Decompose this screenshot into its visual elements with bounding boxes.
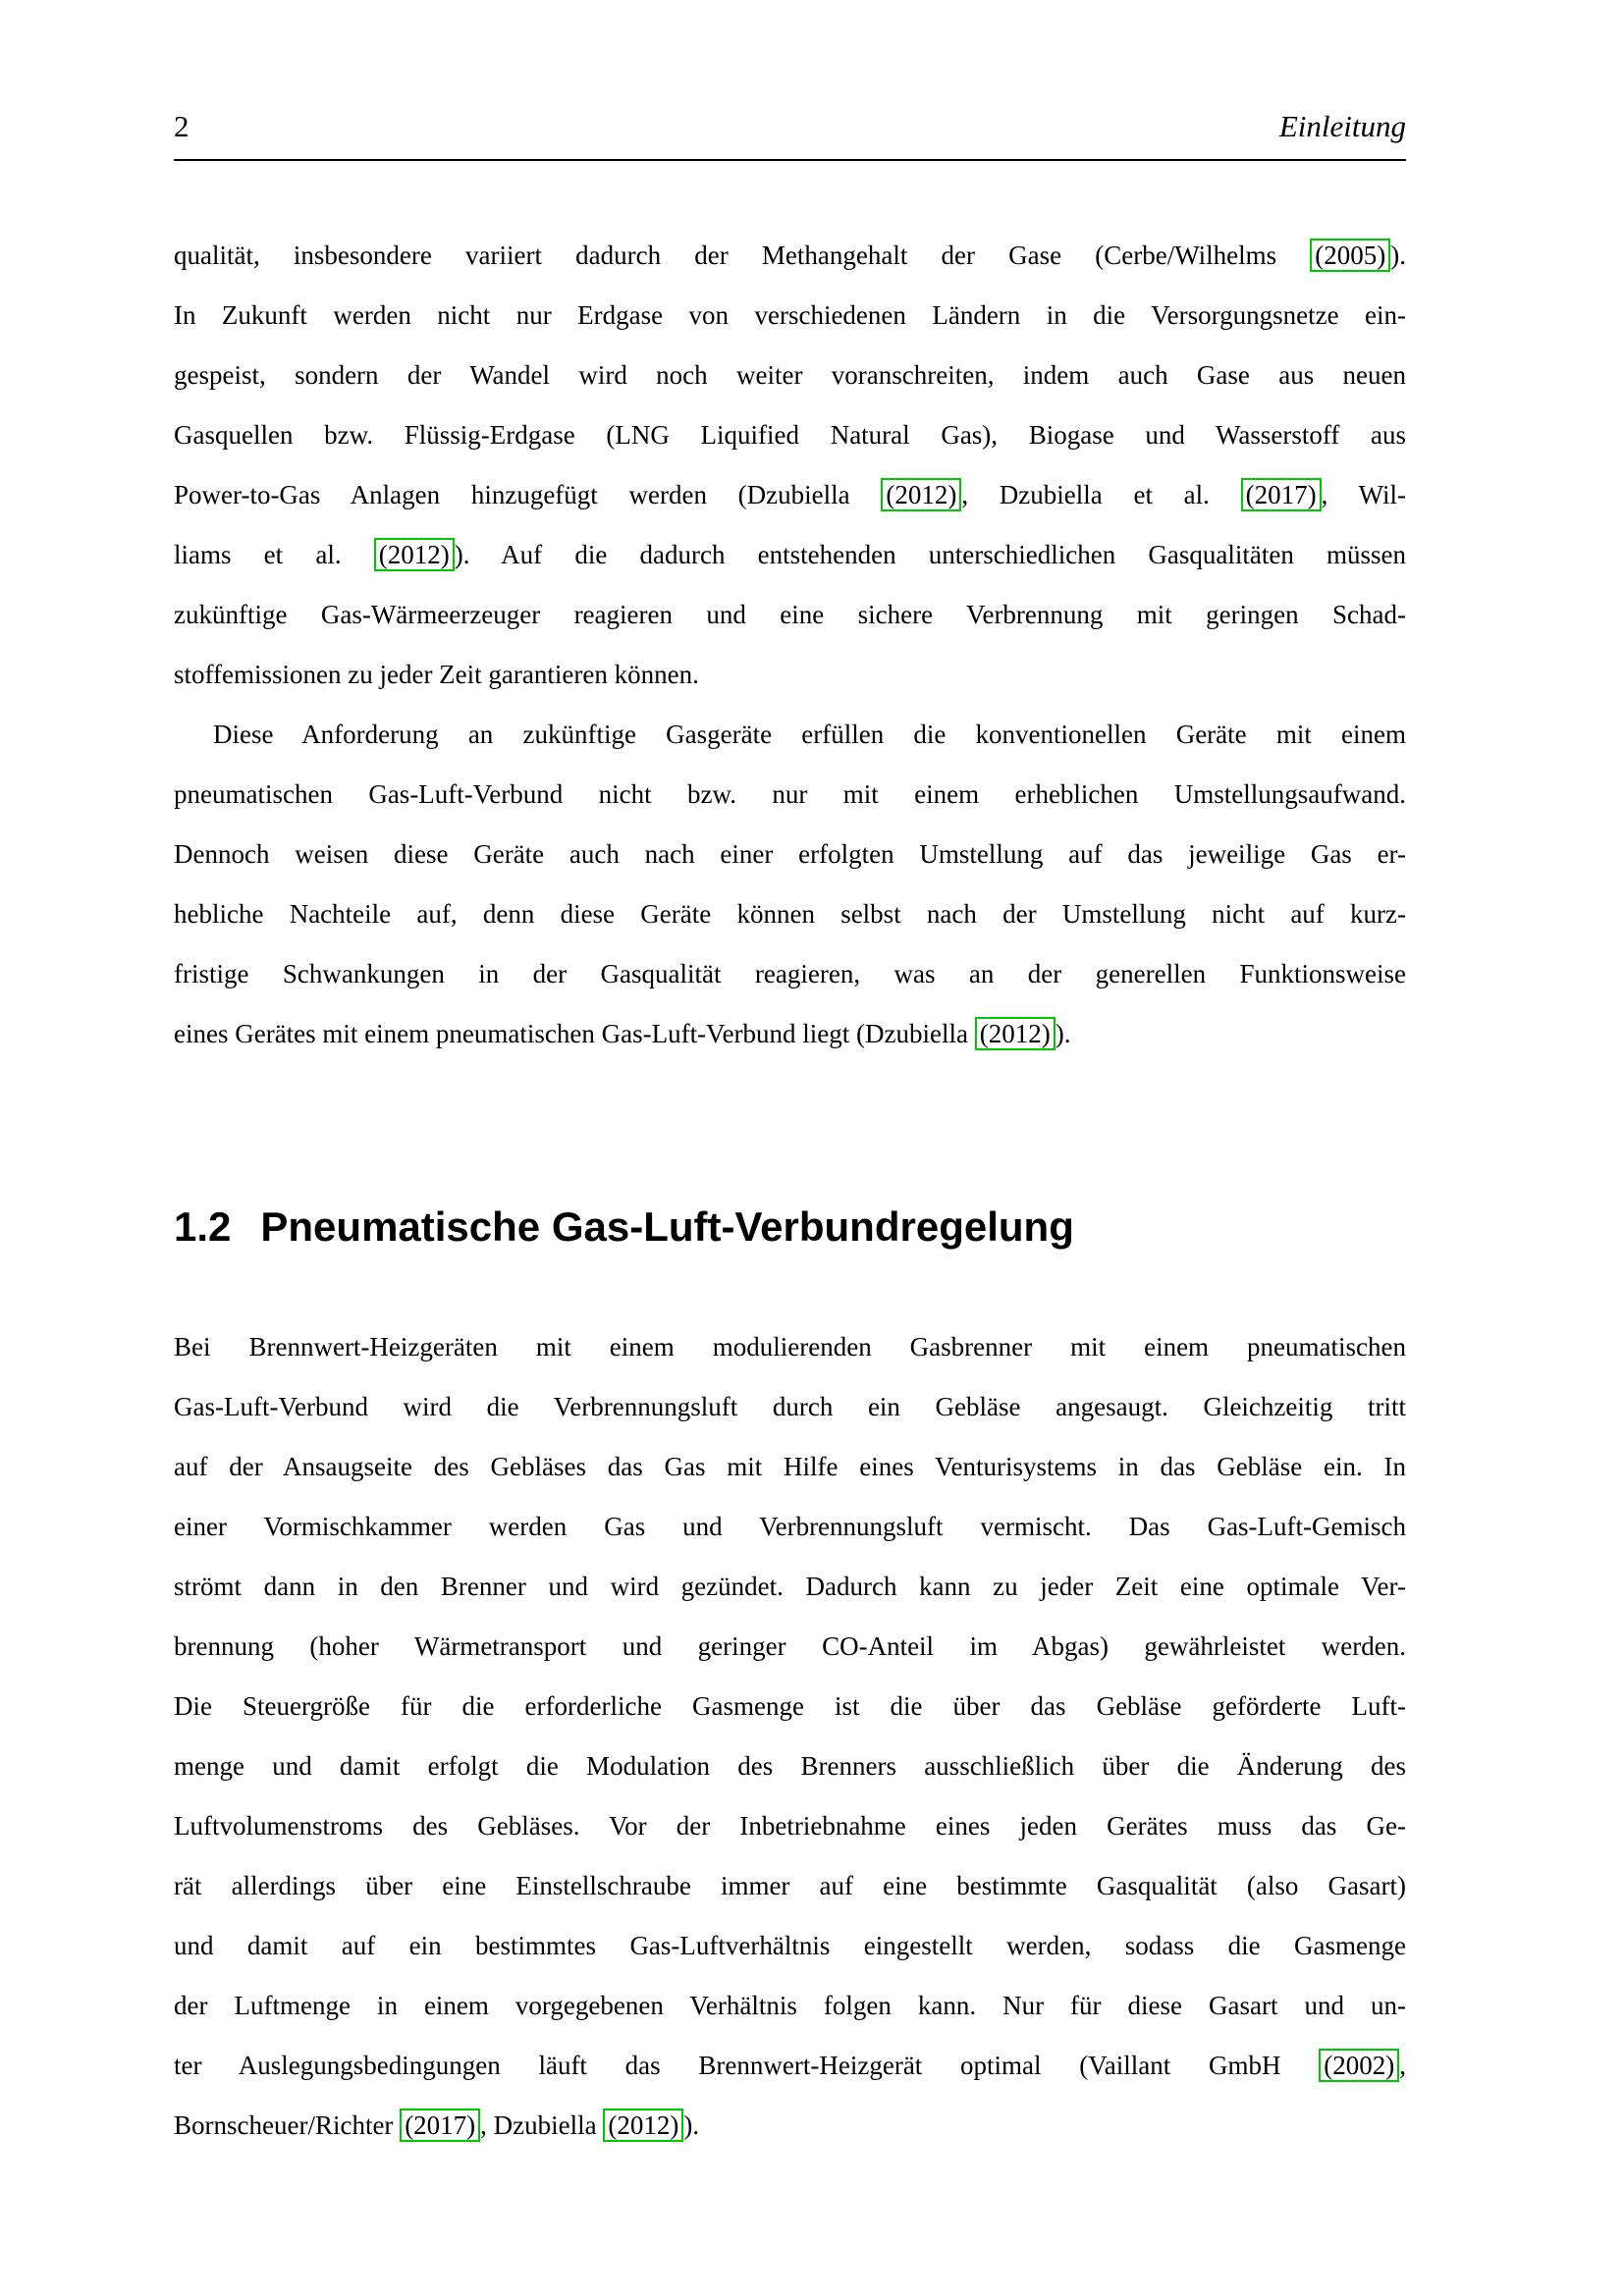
text-line: In Zukunft werden nicht nur Erdgase von verschiedenen Ländern in die Versorgungsnetze ein- [174,300,1406,330]
citation-link[interactable]: (2002) [1319,2049,1399,2082]
text-line: Bei Brennwert-Heizgeräten mit einem modulierenden Gasbrenner mit einem pneumatischen [174,1332,1406,1362]
citation-link[interactable]: (2012) [374,538,455,571]
text-line: der Luftmenge in einem vorgegebenen Verhältnis folgen kann. Nur für diese Gasart und un- [174,1991,1406,2020]
text-line: menge und damit erfolgt die Modulation des Brenners ausschließlich über die Änderung des [174,1751,1406,1781]
section-number: 1.2 [174,1203,232,1250]
page-number: 2 [174,109,189,143]
running-head-title: Einleitung [1278,109,1406,143]
text-line: liams et al. (2012) ). Auf die dadurch entstehenden unterschiedlichen Gasqualitäten müssen [174,540,1406,569]
text-line: Bornscheuer/Richter (2017) , Dzubiella (2012) ). [174,2110,700,2140]
text-line: Gas-Luft-Verbund wird die Verbrennungsluft durch ein Gebläse angesaugt. Gleichzeitig tritt [174,1392,1406,1421]
text-line: gespeist, sondern der Wandel wird noch weiter voranschreiten, indem auch Gase aus neuen [174,360,1406,390]
citation-link[interactable]: (2012) [881,478,961,511]
text-line: Gasquellen bzw. Flüssig-Erdgase (LNG Liquified Natural Gas), Biogase und Wasserstoff aus [174,420,1406,450]
text-line: brennung (hoher Wärmetransport und geringer CO-Anteil im Abgas) gewährleistet werden. [174,1631,1406,1661]
text-line: Power-to-Gas Anlagen hinzugefügt werden (Dzubiella (2012) , Dzubiella et al. (2017) , Wil- [174,480,1406,509]
text-line: einer Vormischkammer werden Gas und Verbrennungsluft vermischt. Das Gas-Luft-Gemisch [174,1512,1406,1541]
section-title: Pneumatische Gas-Luft-Verbundregelung [260,1203,1074,1250]
text-line: auf der Ansaugseite des Gebläses das Gas mit Hilfe eines Venturisystems in das Gebläse ein. In [174,1452,1406,1481]
text-line: rät allerdings über eine Einstellschraube immer auf eine bestimmte Gasqualität (also Gasart) [174,1871,1406,1900]
paragraph [174,226,1406,705]
paragraph [174,1317,1406,2156]
citation-link[interactable]: (2017) [400,2109,480,2142]
text-line: zukünftige Gas-Wärmeerzeuger reagieren und eine sichere Verbrennung mit geringen Schad- [174,600,1406,629]
text-line: und damit auf ein bestimmtes Gas-Luftverhältnis eingestellt werden, sodass die Gasmenge [174,1931,1406,1960]
page-header [174,108,1406,161]
citation-link[interactable]: (2012) [975,1017,1056,1050]
text-line: Luftvolumenstroms des Gebläses. Vor der Inbetriebnahme eines jeden Gerätes muss das Ge- [174,1811,1406,1841]
text-line: eines Gerätes mit einem pneumatischen Gas-Luft-Verbund liegt (Dzubiella (2012) ). [174,1019,1071,1048]
section-heading [174,1201,1406,1253]
citation-link[interactable]: (2005) [1310,239,1390,272]
text-line: stoffemissionen zu jeder Zeit garantieren können. [174,660,699,689]
citation-link[interactable]: (2012) [603,2109,683,2142]
text-line: Die Steuergröße für die erforderliche Gasmenge ist die über das Gebläse geförderte Luft- [174,1691,1406,1721]
text-line: pneumatischen Gas-Luft-Verbund nicht bzw. nur mit einem erheblichen Umstellungsaufwand. [174,779,1406,809]
text-line: ter Auslegungsbedingungen läuft das Brennwert-Heizgerät optimal (Vaillant GmbH (2002) , [174,2051,1406,2080]
citation-link[interactable]: (2017) [1241,478,1322,511]
text-line: Diese Anforderung an zukünftige Gasgeräte erfüllen die konventionellen Geräte mit einem [213,720,1406,749]
text-line: hebliche Nachteile auf, denn diese Geräte können selbst nach der Umstellung nicht auf kurz- [174,899,1406,929]
text-line: Dennoch weisen diese Geräte auch nach einer erfolgten Umstellung auf das jeweilige Gas er- [174,839,1406,869]
text-line: fristige Schwankungen in der Gasqualität reagieren, was an der generellen Funktionsweise [174,959,1406,988]
text-line: qualität, insbesondere variiert dadurch der Methangehalt der Gase (Cerbe/Wilhelms (2005) ). [174,240,1406,270]
text-line: strömt dann in den Brenner und wird gezündet. Dadurch kann zu jeder Zeit eine optimale Ver- [174,1572,1406,1601]
paragraph [174,705,1406,1064]
document-body [174,226,1406,2156]
